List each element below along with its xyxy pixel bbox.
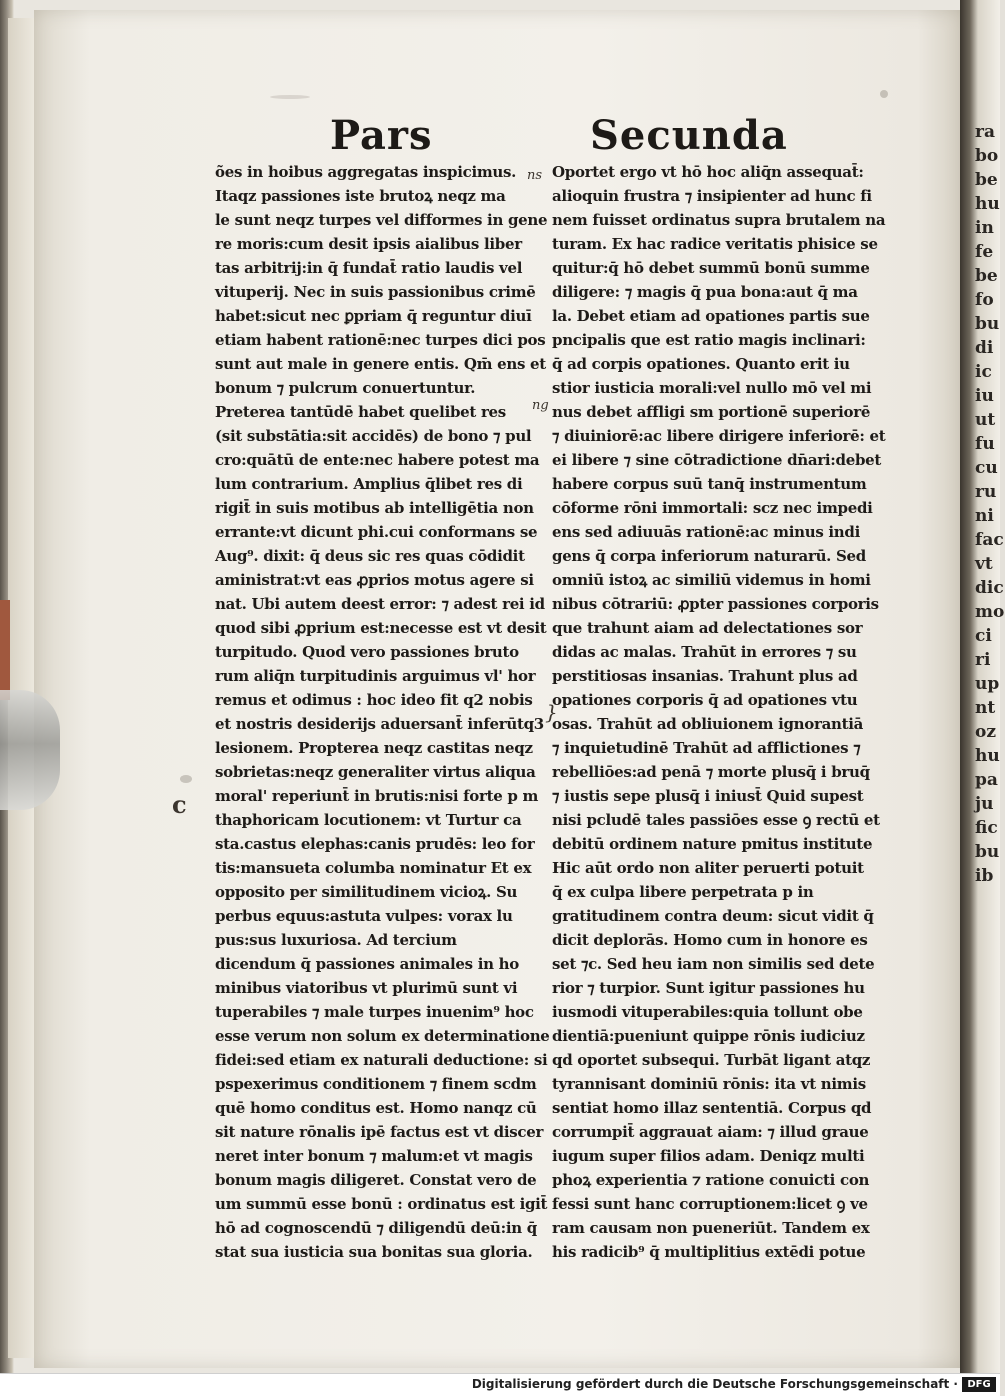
text-line: set ⁊c. Sed heu iam non similis sed dete <box>552 955 875 973</box>
facing-page-fragment: ru <box>975 482 997 502</box>
facing-page-fragment: ci <box>975 626 992 646</box>
text-line: tuperabiles ⁊ male turpes inuenim⁹ hoc <box>215 1003 534 1021</box>
text-line: pncipalis que est ratio magis inclinari: <box>552 331 866 349</box>
text-line: um summū esse bonū : ordinatus est igit̄ <box>215 1195 548 1213</box>
facing-page-fragment: vt <box>975 554 993 574</box>
facing-page-fragment: fu <box>975 434 995 454</box>
text-line: ⁊ diuiniorē:ac libere dirigere inferiorē: et <box>552 427 886 445</box>
facing-page-fragment: dic <box>975 578 1004 598</box>
text-line: phoꝝ experientia ⁊ ratione conuicti con <box>552 1171 870 1189</box>
text-line: la. Debet etiam ad opationes partis sue <box>552 307 870 325</box>
facing-page-fragment: cu <box>975 458 998 478</box>
text-line: stat sua iusticia sua bonitas sua gloria. <box>215 1243 533 1261</box>
facing-page-fragment: oz <box>975 722 996 742</box>
text-line: iugum super filios adam. Deniqz multi <box>552 1147 865 1165</box>
text-line: fidei:sed etiam ex naturali deductione: si <box>215 1051 548 1069</box>
facing-page-fragment: in <box>975 218 994 238</box>
text-line: nem fuisset ordinatus supra brutalem na <box>552 211 886 229</box>
facing-page-fragment: ni <box>975 506 994 526</box>
text-line: quod sibi ꝓprium est:necesse est vt desit <box>215 619 547 637</box>
facing-page-fragments <box>975 120 1005 1120</box>
text-line: tis:mansueta columba nominatur Et ex <box>215 859 532 877</box>
facing-page-fragment: bu <box>975 314 1000 334</box>
facing-page-fragment: be <box>975 266 998 286</box>
text-line: minibus viatoribus vt plurimū sunt vi <box>215 979 518 997</box>
text-line: opposito per similitudinem vicioꝝ. Su <box>215 883 518 901</box>
text-line: rebelliōes:ad penā ⁊ morte plusq̄ i bruq̄ <box>552 763 870 781</box>
margin-bracket: } <box>545 700 558 724</box>
text-line: ram causam non pueneriūt. Tandem ex <box>552 1219 870 1237</box>
ink-smudge <box>180 775 192 783</box>
running-header-left: Pars <box>330 112 433 159</box>
text-line: quitur:q̄ hō debet summū bonū summe <box>552 259 870 277</box>
text-line: Itaqz passiones iste brutoꝝ neqz ma <box>215 187 506 205</box>
text-line: nisi pcludē tales passiōes esse ꝯ rectū et <box>552 811 880 829</box>
ink-smudge <box>270 95 310 99</box>
text-line: aministrat:vt eas ꝓprios motus agere si <box>215 571 534 589</box>
facing-page-fragment: be <box>975 170 998 190</box>
facing-page-fragment: ut <box>975 410 996 430</box>
text-line: errante:vt dicunt phi.cui conformans se <box>215 523 538 541</box>
text-line: etiam habent rationē:nec turpes dici pos <box>215 331 546 349</box>
text-line: esse verum non solum ex determinatione <box>215 1027 550 1045</box>
text-line: Oportet ergo vt hō hoc aliq̄n assequat̄: <box>552 163 864 181</box>
facing-page-fragment: iu <box>975 386 994 406</box>
text-line: sentiat homo illaz sententiā. Corpus qd <box>552 1099 872 1117</box>
text-line: Hic aūt ordo non aliter peruerti potuit <box>552 859 864 877</box>
text-line: le sunt neqz turpes vel difformes in gene <box>215 211 548 229</box>
text-line: et nostris desiderijs aduersant̄ inferūtq3 <box>215 715 544 733</box>
text-line: corrumpit̄ aggrauat aiam: ⁊ illud graue <box>552 1123 869 1141</box>
text-line: lum contrarium. Amplius q̄libet res di <box>215 475 523 493</box>
text-line: sunt aut male in genere entis. Qm̄ ens et <box>215 355 546 373</box>
text-line: opationes corporis q̄ ad opationes vtu <box>552 691 858 709</box>
text-line: ens sed adiuuās rationē:ac minus indi <box>552 523 860 541</box>
text-line: lesionem. Propterea neqz castitas neqz <box>215 739 533 757</box>
text-line: pspexerimus conditionem ⁊ finem scdm <box>215 1075 537 1093</box>
text-line: gratitudinem contra deum: sicut vidit q̄ <box>552 907 874 925</box>
dfg-logo: DFG <box>962 1377 996 1392</box>
facing-page-fragment: fic <box>975 818 998 838</box>
ink-smudge <box>880 90 888 98</box>
text-line: omniū istoꝝ ac similiū videmus in homi <box>552 571 871 589</box>
text-line: rigit̄ in suis motibus ab intelligētia non <box>215 499 534 517</box>
text-line: gens q̄ corpa inferiorum naturarū. Sed <box>552 547 866 565</box>
text-line: qd oportet subsequi. Turbāt ligant atqz <box>552 1051 871 1069</box>
text-column-right <box>552 160 886 1264</box>
text-line: didas ac malas. Trahūt in errores ⁊ su <box>552 643 857 661</box>
text-line: re moris:cum desit ipsis aialibus liber <box>215 235 522 253</box>
text-line: bonum magis diligeret. Constat vero de <box>215 1171 537 1189</box>
running-header-right: Secunda <box>590 112 788 159</box>
text-line: rum aliq̄n turpitudinis arguimus vl' hor <box>215 667 536 685</box>
text-line: Preterea tantūdē habet quelibet res <box>215 403 506 421</box>
text-line: habere corpus suū tanq̄ instrumentum <box>552 475 867 493</box>
text-line: ⁊ iustis sepe plusq̄ i iniust̄ Quid supest <box>552 787 864 805</box>
text-line: moral' reperiunt̄ in brutis:nisi forte p m <box>215 787 539 805</box>
text-line: ões in hoibus aggregatas inspicimus. <box>215 163 517 181</box>
text-line: sobrietas:neqz generaliter virtus aliqua <box>215 763 536 781</box>
facing-page-fragment: mo <box>975 602 1005 622</box>
facing-page-fragment: bu <box>975 842 1000 862</box>
text-line: debitū ordinem nature pmitus institute <box>552 835 873 853</box>
facing-page-fragment: ra <box>975 122 995 142</box>
text-line: perstitiosas insanias. Trahunt plus ad <box>552 667 858 685</box>
text-line: iusmodi vituperabiles:quia tollunt obe <box>552 1003 863 1021</box>
facing-page-fragment: fac <box>975 530 1004 550</box>
text-line: nat. Ubi autem deest error: ⁊ adest rei id <box>215 595 545 613</box>
text-line: bonum ⁊ pulcrum conuertuntur. <box>215 379 476 397</box>
text-line: dicendum q̄ passiones animales in ho <box>215 955 519 973</box>
facing-page-fragment: hu <box>975 194 1000 214</box>
text-line: neret inter bonum ⁊ malum:et vt magis <box>215 1147 533 1165</box>
facing-page-fragment: nt <box>975 698 996 718</box>
page-edge <box>8 18 35 1358</box>
facing-page-fragment: bo <box>975 146 999 166</box>
text-line: rior ⁊ turpior. Sunt igitur passiones hu <box>552 979 865 997</box>
footer-credit: Digitalisierung gefördert durch die Deutsche Forschungsgemeinschaft · <box>471 1377 958 1391</box>
text-line: his radicib⁹ q̄ multiplitius extēdi potue <box>552 1243 866 1261</box>
margin-note-c: c <box>172 790 187 819</box>
text-line: perbus equus:astuta vulpes: vorax lu <box>215 907 513 925</box>
text-line: sta.castus elephas:canis prudēs: leo for <box>215 835 535 853</box>
text-line: cōforme rōni immortali: scz nec impedi <box>552 499 873 517</box>
text-line: nus debet affligi sm portionē superiorē <box>552 403 871 421</box>
text-line: q̄ ad corpis opationes. Quanto erit iu <box>552 355 850 373</box>
bookmark-tab <box>0 600 10 700</box>
text-line: fessi sunt hanc corruptionem:licet ꝯ ve <box>552 1195 868 1213</box>
text-line: remus et odimus : hoc ideo fit q2 nobis <box>215 691 533 709</box>
facing-page-fragment: ri <box>975 650 991 670</box>
text-line: osas. Trahūt ad obliuionem ignorantiā <box>552 715 864 733</box>
text-line: diligere: ⁊ magis q̄ pua bona:aut q̄ ma <box>552 283 858 301</box>
facing-page-fragment: ju <box>975 794 994 814</box>
text-line: ei libere ⁊ sine cōtradictione dn̄ari:debet <box>552 451 882 469</box>
text-line: cro:quātū de ente:nec habere potest ma <box>215 451 540 469</box>
text-line: stior iusticia morali:vel nullo mō vel mi <box>552 379 872 397</box>
text-line: habet:sicut nec ꝑpriam q̄ reguntur diuī <box>215 307 532 325</box>
text-line: quē homo conditus est. Homo nanqz cū <box>215 1099 537 1117</box>
text-line: ⁊ inquietudinē Trahūt ad afflictiones ⁊ <box>552 739 861 757</box>
facing-page-fragment: up <box>975 674 1000 694</box>
text-line: sit nature rōnalis ipē factus est vt discer <box>215 1123 544 1141</box>
text-line: nibus cōtrariū: ꝓpter passiones corporis <box>552 595 879 613</box>
text-line: Aug⁹. dixit: q̄ deus sic res quas cōdidit <box>215 547 525 565</box>
text-line: tyrannisant dominiū rōnis: ita vt nimis <box>552 1075 866 1093</box>
facing-page-fragment: ib <box>975 866 994 886</box>
facing-page-fragment: fe <box>975 242 994 262</box>
text-line: dientiā:pueniunt quippe rōnis iudiciuz <box>552 1027 865 1045</box>
facing-page-fragment: fo <box>975 290 994 310</box>
facing-page-fragment: pa <box>975 770 998 790</box>
text-column-left <box>215 160 550 1264</box>
facing-page-fragment: ic <box>975 362 992 382</box>
text-line: turpitudo. Quod vero passiones bruto <box>215 643 519 661</box>
text-line: thaphoricam locutionem: vt Turtur ca <box>215 811 522 829</box>
footer-bar <box>0 1373 1000 1396</box>
text-line: turam. Ex hac radice veritatis phisice se <box>552 235 878 253</box>
text-line: q̄ ex culpa libere perpetrata p in <box>552 883 814 901</box>
facing-page-fragment: hu <box>975 746 1000 766</box>
text-line: que trahunt aiam ad delectationes sor <box>552 619 863 637</box>
text-line: pus:sus luxuriosa. Ad tercium <box>215 931 457 949</box>
text-line: alioquin frustra ⁊ insipienter ad hunc fi <box>552 187 872 205</box>
margin-note-mid: ng <box>532 398 549 413</box>
facing-page-fragment: di <box>975 338 994 358</box>
text-line: hō ad cognoscendū ⁊ diligendū deū:in q̄ <box>215 1219 537 1237</box>
text-line: dicit deplorās. Homo cum in honore es <box>552 931 868 949</box>
text-line: vituperij. Nec in suis passionibus crimē <box>215 283 536 301</box>
text-line: (sit substātia:sit accidēs) de bono ⁊ pul <box>215 427 532 445</box>
text-line: tas arbitrij:in q̄ fundat̄ ratio laudis vel <box>215 259 523 277</box>
book-clasp <box>0 690 60 810</box>
margin-note-top: ns <box>527 168 543 183</box>
